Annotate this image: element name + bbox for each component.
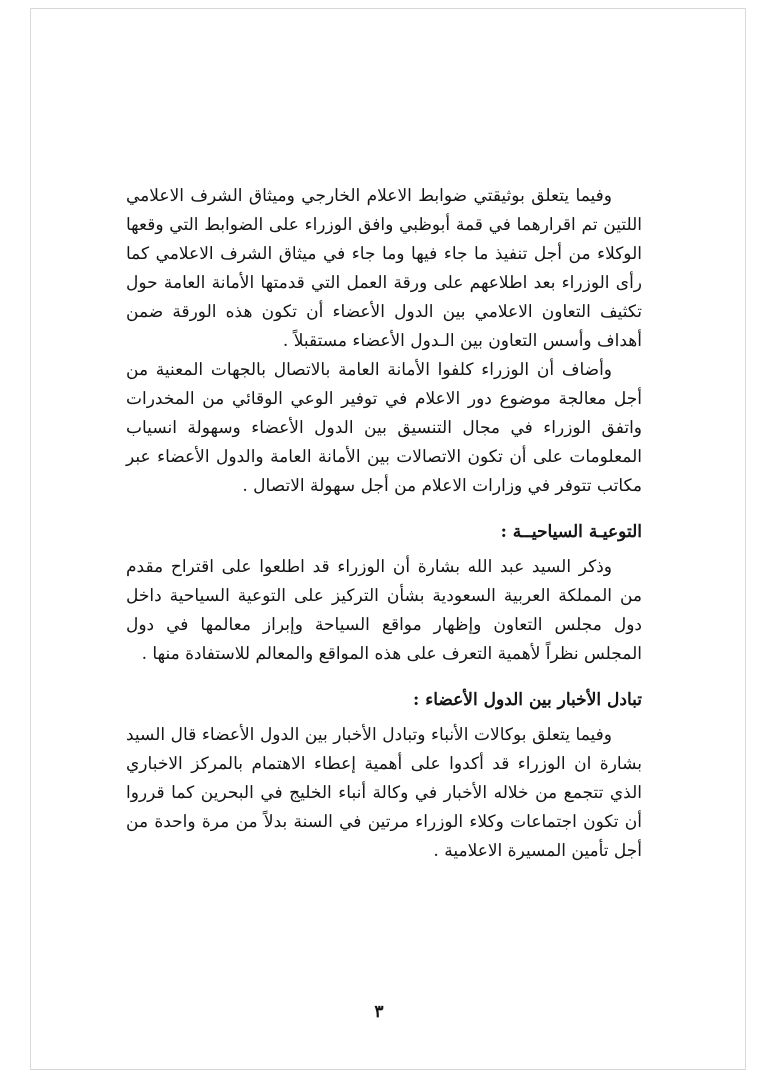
- body-paragraph-3: وذكر السيد عبد الله بشارة أن الوزراء قد اطلعوا على اقتراح مقدم من المملكة العربية السعودية بشأن التركيز على التوعية السياحية داخل دول مجلس التعاون وإظهار مواقع السياحة وإبراز معالمها في دول المجلس نظراً لأهمية التعرف على هذه المواقع والمعالم للاستفادة منها .: [126, 557, 642, 664]
- section-heading-tourism-awareness: التوعيـة السياحيــة :: [500, 522, 642, 542]
- body-paragraph-2: وأضاف أن الوزراء كلفوا الأمانة العامة بالاتصال بالجهات المعنية من أجل معالجة موضوع دور الاعلام في توفير الوعي الوقائي من المخدرات واتفق الوزراء في مجال التنسيق بين الدول الأعضاء وسهولة انسياب المعلومات على أن تكون الاتصالات بين الأمانة العامة والدول الأعضاء عبر مكاتب تتوفر في وزارات الاعلام من أجل سهولة الاتصال .: [126, 360, 642, 496]
- body-paragraph-1: وفيما يتعلق بوثيقتي ضوابط الاعلام الخارجي وميثاق الشرف الاعلامي اللتين تم اقرارهما في قمة أبوظبي وافق الوزراء على الضوابط التي وقعها الوكلاء من أجل تنفيذ ما جاء فيها وما جاء في ميثاق الشرف الاعلامي كما رأى الوزراء بعد اطلاعهم على ورقة العمل التي قدمتها الأمانة العامة حول تكثيف التعاون الاعلامي بين الدول الأعضاء أن تكون هذه الورقة ضمن أهداف وأسس التعاون بين الـدول الأعضاء مستقبلاً .: [126, 186, 642, 351]
- section-heading-news-exchange: تبادل الأخبار بين الدول الأعضاء :: [413, 690, 642, 710]
- page-number: ٣: [374, 1002, 384, 1022]
- page-content: [126, 182, 642, 866]
- body-paragraph-4: وفيما يتعلق بوكالات الأنباء وتبادل الأخبار بين الدول الأعضاء قال السيد بشارة ان الوزراء قد أكدوا على أهمية إعطاء الاهتمام بالمركز الاخباري الذي تتجمع من خلاله الأخبار في وكالة أنباء الخليج في البحرين كما قرروا أن تكون اجتماعات وكلاء الوزراء مرتين في السنة بدلاً من مرة واحدة من أجل تأمين المسيرة الاعلامية .: [126, 725, 642, 861]
